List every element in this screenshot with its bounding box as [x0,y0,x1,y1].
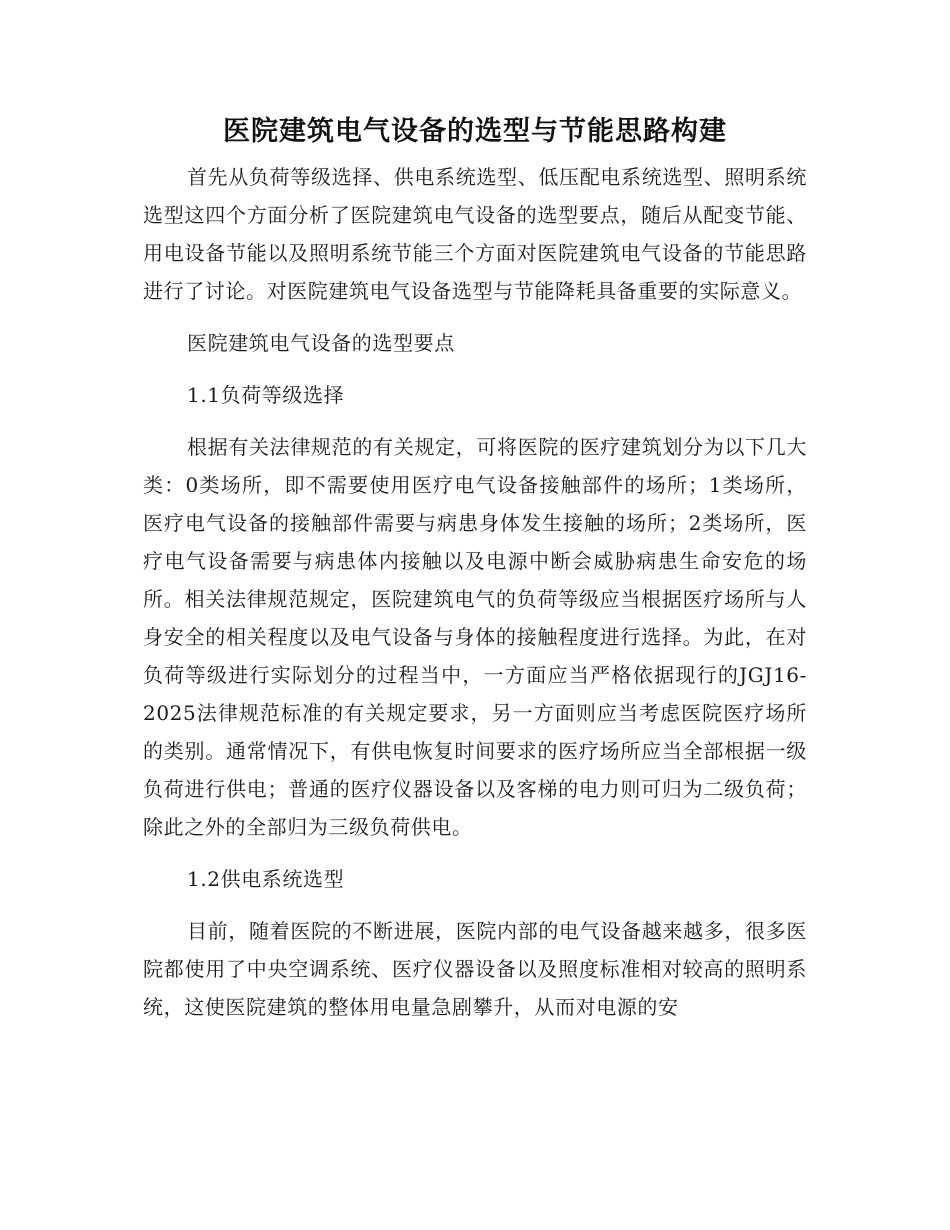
spacer [143,846,807,860]
subsection-heading-1: 1.1负荷等级选择 [187,383,345,407]
spacer [143,414,807,428]
spacer [143,362,807,376]
document-page [143,112,807,1026]
section-heading: 医院建筑电气设备的选型要点 [187,331,455,355]
subsection-body-2: 目前，随着医院的不断进展，医院内部的电气设备越来越多，很多医院都使用了中央空调系统、医疗仪器设备以及照度标准相对较高的照明系统，这使医院建筑的整体用电量急剧攀升，从而对电源的安 [143,919,807,1019]
subsection-body-1: 根据有关法律规范的有关规定，可将医院的医疗建筑划分为以下几大类：0类场所，即不需要使用医疗电气设备接触部件的场所；1类场所，医疗电气设备的接触部件需要与病患身体发生接触的场所；2类场所，医疗电气设备需要与病患体内接触以及电源中断会威胁病患生命安危的场所。相关法律规范规定，医院建筑电气的负荷等级应当根据医疗场所与人身安全的相关程度以及电气设备与身体的接触程度进行选择。为此，在对负荷等级进行实际划分的过程当中，一方面应当严格依据现行的JGJ16-2025法律规范标准的有关规定要求，另一方面则应当考虑医院医疗场所的类别。通常情况下，有供电恢复时间要求的医疗场所应当全部根据一级负荷进行供电；普通的医疗仪器设备以及客梯的电力则可归为二级负荷；除此之外的全部归为三级负荷供电。 [143,435,807,839]
subsection-heading-2: 1.2供电系统选型 [187,867,345,891]
spacer [143,898,807,912]
document-title: 医院建筑电气设备的选型与节能思路构建 [223,116,727,147]
abstract-paragraph: 首先从负荷等级选择、供电系统选型、低压配电系统选型、照明系统选型这四个方面分析了医院建筑电气设备的选型要点，随后从配变节能、用电设备节能以及照明系统节能三个方面对医院建筑电气设备的节能思路进行了讨论。对医院建筑电气设备选型与节能降耗具备重要的实际意义。 [143,165,807,303]
spacer [143,310,807,324]
